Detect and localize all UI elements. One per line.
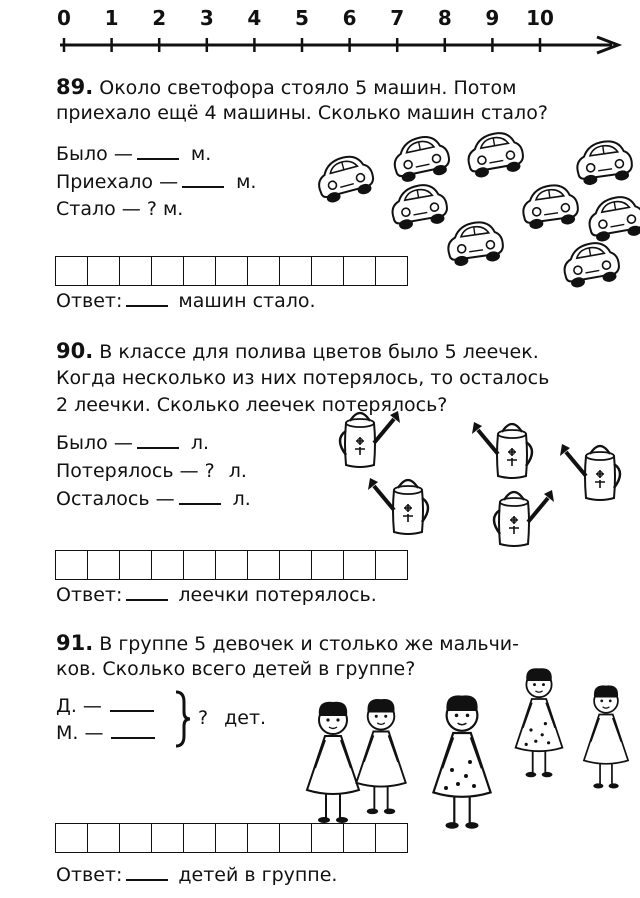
unit: л. [228,460,247,482]
tick-label: 3 [199,6,214,30]
tick-label: 9 [485,6,500,30]
unit: м. [190,143,212,165]
unit: л. [232,488,251,510]
label: Было — [56,432,133,454]
tick-label: 1 [104,6,119,30]
unit: л. [190,432,210,454]
tick-label: 2 [152,6,167,30]
problem-line: В классе для полива цветов было 5 леечек. [99,341,539,363]
label: Потерялось — ? [56,460,215,482]
problem-90-text-line2: Когда несколько из них потерялось, то осталось [56,367,550,389]
p91-question: ? дет. [198,707,267,729]
girl-icon [584,685,628,788]
answer-suffix: машин стало. [178,290,316,312]
label: М. — [56,722,104,744]
answer-suffix: детей в группе. [178,864,338,886]
label: Было — [56,143,133,165]
problem-91-text-line2: ков. Сколько всего детей в группе? [56,658,416,680]
label: Осталось — [56,488,175,510]
tick-label: 4 [247,6,262,30]
answer-label: Ответ: [56,864,123,886]
p89-became-row: Стало — ? м. [56,198,184,220]
tick-label: 8 [437,6,452,30]
problem-number: 91. [56,631,94,655]
tick-label: 5 [295,6,309,30]
girl-icon [516,668,563,777]
answer-blank[interactable] [126,879,168,881]
p91-answer-grid[interactable] [55,823,408,853]
problem-90-text-line3: 2 леечки. Сколько леечек потерялось? [56,394,448,416]
label: Д. — [56,695,102,717]
tick-label: 10 [526,6,554,30]
problem-number: 90. [56,339,94,363]
problem-line: В группе 5 девочек и столько же мальчи- [99,633,519,655]
tick-label: 6 [342,6,357,30]
label: Приехало — [56,171,179,193]
unit: м. [236,171,257,193]
answer-suffix: леечки потерялось. [178,584,377,606]
tick-label: 0 [57,6,71,30]
girl-icon [356,699,405,814]
girl-icon [307,702,359,823]
answer-label: Ответ: [56,584,123,606]
problem-number: 89. [56,75,94,99]
p91-answer-row [56,862,337,888]
problem-line: Около светофора стояло 5 машин. Потом [99,77,517,99]
girl-icon [433,695,490,828]
answer-label: Ответ: [56,290,123,312]
problem-89-text-line2: приехало ещё 4 машины. Сколько машин стало? [56,102,548,124]
tick-label: 7 [390,6,405,30]
